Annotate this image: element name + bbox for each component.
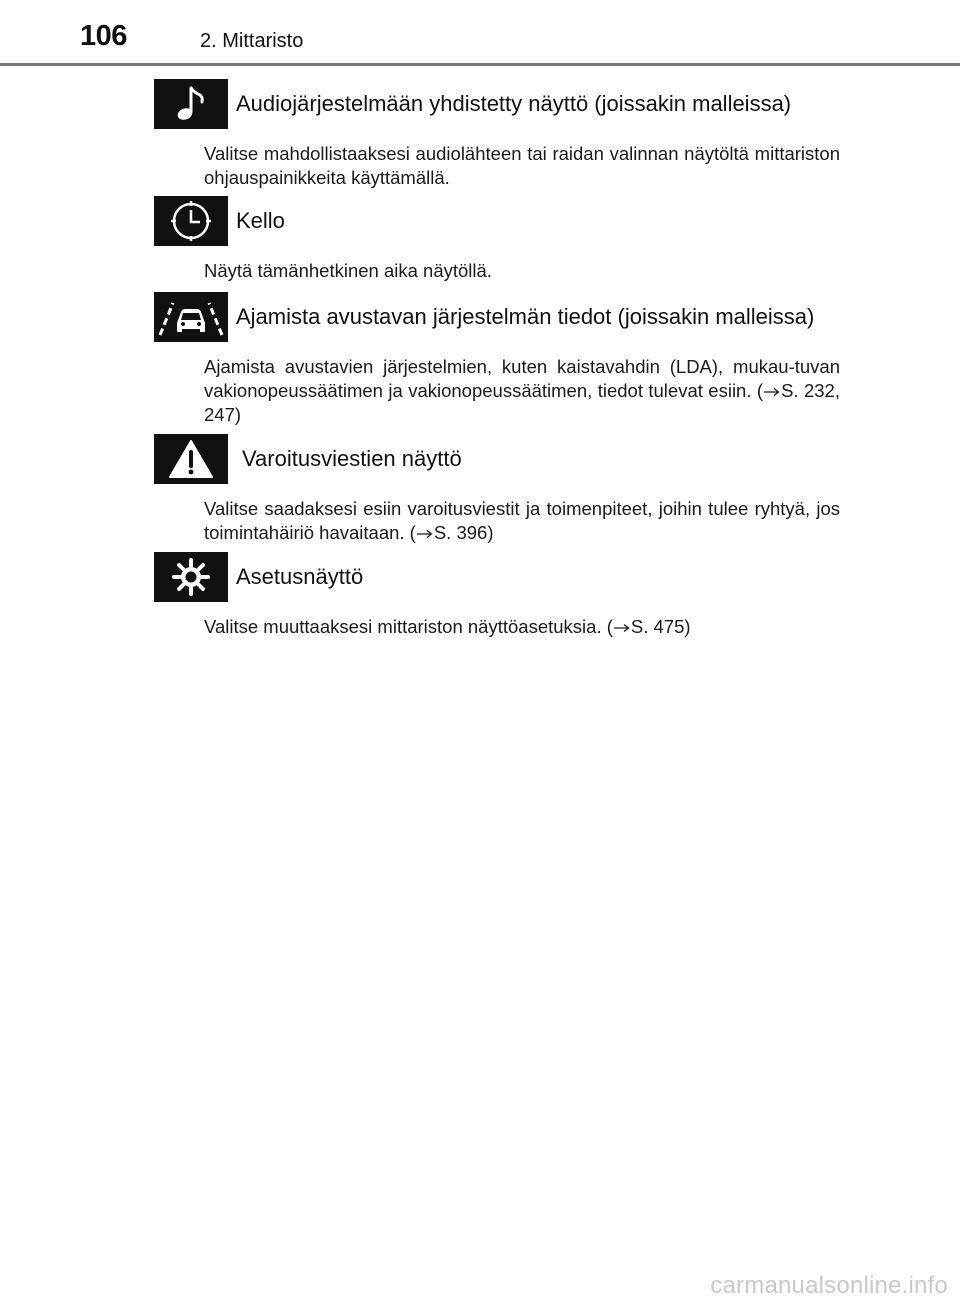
- entry-title: Asetusnäyttö: [236, 564, 364, 589]
- entry-clock: [154, 196, 840, 283]
- entry-description: Ajamista avustavien järjestelmien, kuten kaistavahdin (LDA), mukau-tuvan vakionopeussäätimen ja vakionopeussäätimen, tiedot tulevat esiin. ( S. 232, 247): [204, 356, 840, 425]
- page-reference[interactable]: S. 396): [433, 522, 494, 543]
- entry-title: Varoitusviestien näyttö: [242, 446, 462, 471]
- arrow-right-icon: [417, 521, 433, 545]
- entry-heading: [154, 196, 840, 246]
- footer-watermark: carmanualsonline.info: [710, 1272, 948, 1299]
- warning-icon: [154, 434, 228, 484]
- entry-title: Kello: [236, 208, 285, 233]
- entry-heading: [154, 434, 840, 484]
- driving-assist-icon: [154, 292, 228, 342]
- entry-heading: [154, 292, 840, 342]
- entry-audio-display: [154, 79, 840, 190]
- entry-description: Valitse saadaksesi esiin varoitusviestit ja toimenpiteet, joihin tulee ryhtyä, jos toimintahäiriö havaitaan. ( S. 396): [204, 498, 840, 543]
- entry-heading: [154, 79, 840, 129]
- entry-title: Audiojärjestelmään yhdistetty näyttö (joissakin malleissa): [236, 91, 792, 116]
- settings-gear-icon: [154, 552, 228, 602]
- section-title: 2. Mittaristo: [200, 30, 304, 52]
- entry-description: Valitse muuttaaksesi mittariston näyttöasetuksia. ( S. 475): [204, 616, 691, 637]
- arrow-right-icon: [614, 615, 630, 639]
- entry-title: Ajamista avustavan järjestelmän tiedot (joissakin malleissa): [236, 304, 815, 329]
- entry-description: Valitse mahdollistaaksesi audiolähteen tai raidan valinnan näytöltä mittariston ohjauspainikkeita käyttämällä.: [204, 143, 840, 188]
- clock-icon: [154, 196, 228, 246]
- entry-heading: [154, 552, 840, 602]
- page-number: 106: [80, 20, 127, 52]
- entry-settings-display: [154, 552, 840, 639]
- entry-description: Näytä tämänhetkinen aika näytöllä.: [204, 260, 492, 281]
- entry-warning-messages: [154, 434, 840, 545]
- arrow-right-icon: [764, 379, 780, 403]
- header-divider: [0, 63, 960, 66]
- music-note-icon: [154, 79, 228, 129]
- page-reference[interactable]: S. 232, 247): [204, 380, 840, 425]
- entry-driving-assist: [154, 292, 840, 427]
- page-reference[interactable]: S. 475): [630, 616, 691, 637]
